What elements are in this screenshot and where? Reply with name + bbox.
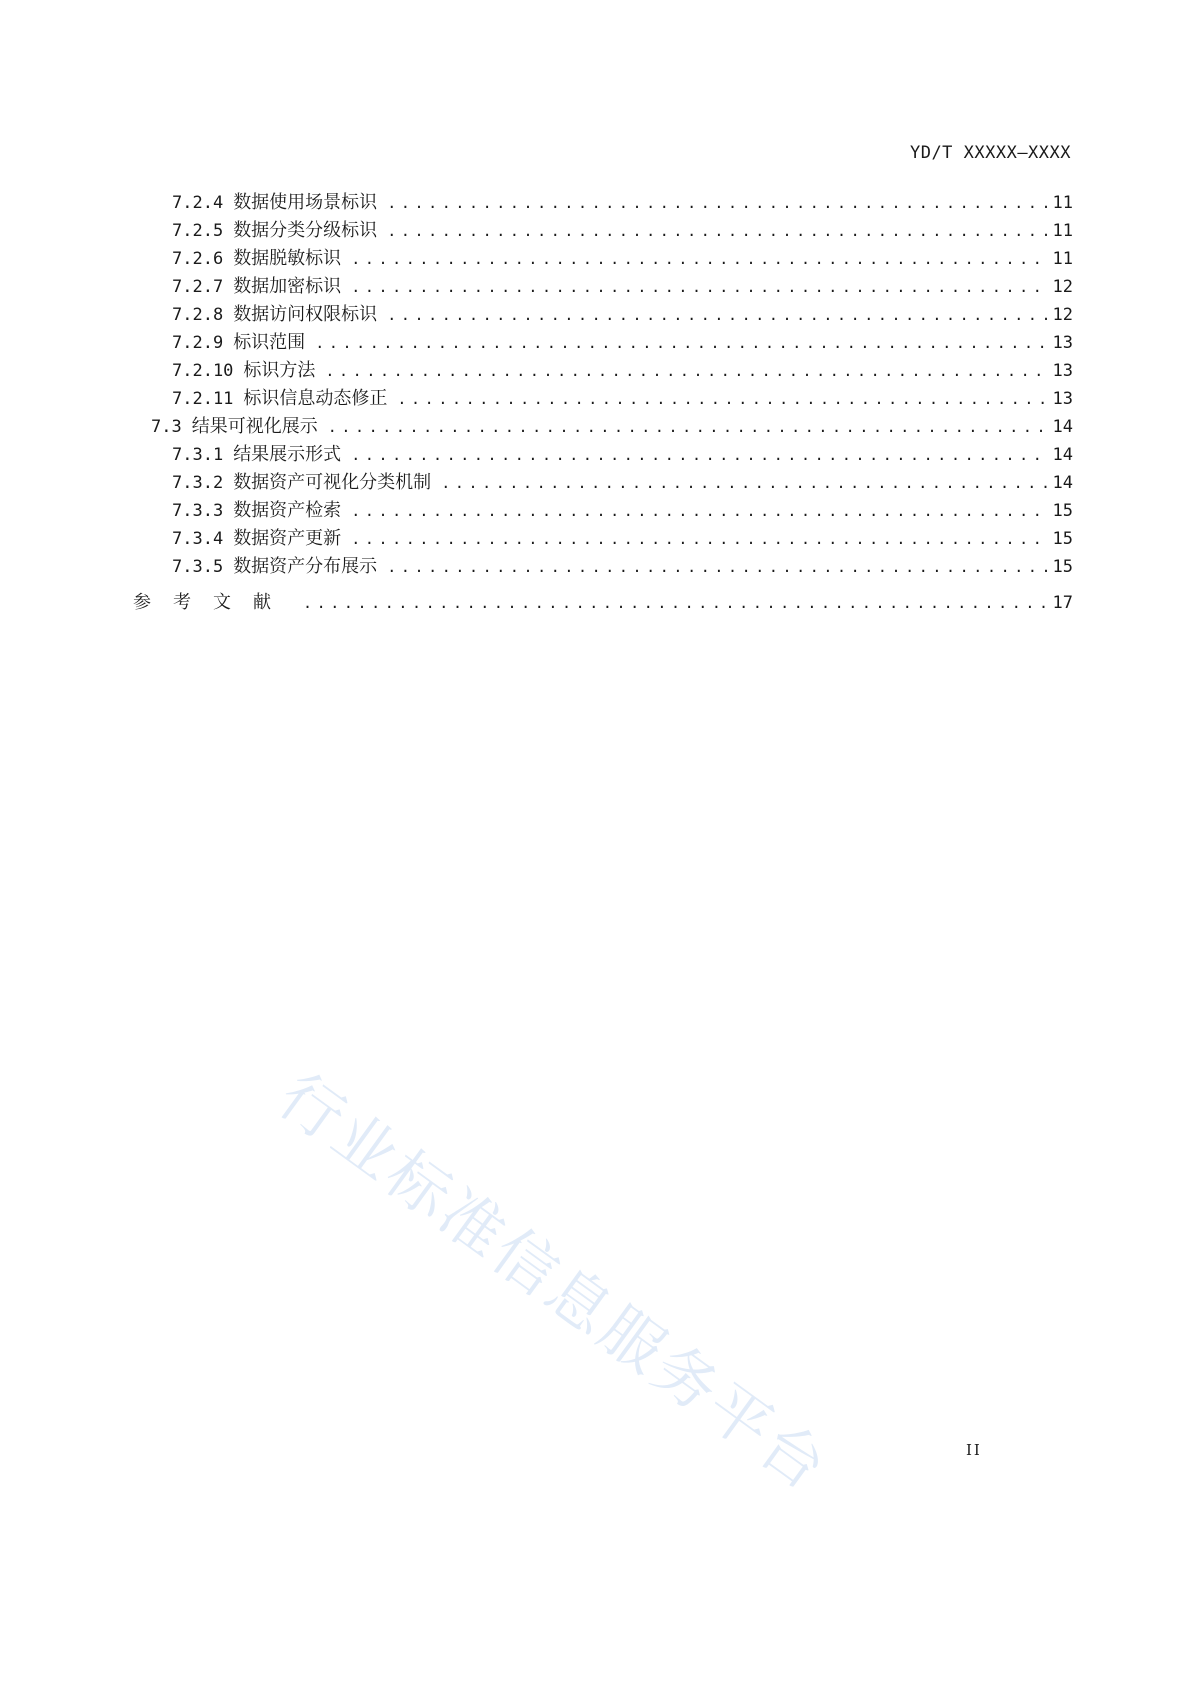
toc-leader-dots — [325, 362, 1046, 380]
toc-entry-title: 数据使用场景标识 — [233, 192, 378, 213]
toc-leader-dots — [387, 222, 1046, 240]
toc-leader-dots — [397, 390, 1046, 408]
toc-entry-title: 数据分类分级标识 — [233, 220, 378, 241]
toc-leader-dots — [441, 474, 1046, 492]
toc-entry-7-2-8[interactable] — [172, 300, 1073, 328]
toc-entry-page: 13 — [1052, 389, 1073, 409]
toc-entry-title: 参考文献 — [133, 592, 293, 613]
toc-leader-dots — [315, 334, 1046, 352]
toc-entry-7-2-5[interactable] — [172, 216, 1073, 244]
toc-entry-page: 12 — [1052, 277, 1073, 297]
toc-entry-7-2-11[interactable] — [172, 384, 1073, 412]
toc-entry-number: 7.3.4 — [172, 529, 224, 549]
toc-entry-page: 14 — [1052, 445, 1073, 465]
toc-leader-dots — [351, 250, 1046, 268]
toc-entry-number: 7.3.2 — [172, 473, 224, 493]
toc-entry-number: 7.2.11 — [172, 389, 234, 409]
toc-entry-number: 7.2.5 — [172, 221, 224, 241]
toc-entry-page: 17 — [1052, 593, 1073, 613]
toc-entry-title: 标识方法 — [243, 360, 316, 381]
toc-entry-title: 标识信息动态修正 — [243, 388, 388, 409]
toc-entry-page: 14 — [1052, 417, 1073, 437]
toc-entry-title: 结果可视化展示 — [191, 416, 318, 437]
toc-entry-title: 数据资产分布展示 — [233, 556, 378, 577]
toc-entry-page: 15 — [1052, 557, 1073, 577]
toc-entry-7-2-9[interactable] — [172, 328, 1073, 356]
toc-entry-7-3[interactable] — [151, 412, 1073, 440]
toc-entry-references[interactable] — [133, 588, 1073, 616]
toc-entry-title: 数据脱敏标识 — [233, 248, 342, 269]
toc-leader-dots — [387, 194, 1046, 212]
toc-entry-7-3-3[interactable] — [172, 496, 1073, 524]
toc-entry-7-3-2[interactable] — [172, 468, 1073, 496]
watermark: 行业标准信息服务平台 — [265, 1059, 843, 1507]
toc-entry-title: 数据加密标识 — [233, 276, 342, 297]
toc-entry-title: 数据访问权限标识 — [233, 304, 378, 325]
toc-entry-title: 数据资产可视化分类机制 — [233, 472, 432, 493]
toc-entry-page: 11 — [1052, 221, 1073, 241]
toc-entry-7-3-1[interactable] — [172, 440, 1073, 468]
toc-leader-dots — [387, 558, 1046, 576]
toc-leader-dots — [387, 306, 1046, 324]
toc-leader-dots — [328, 418, 1047, 436]
toc-entry-page: 13 — [1052, 333, 1073, 353]
toc-entry-page: 13 — [1052, 361, 1073, 381]
toc-entry-page: 11 — [1052, 249, 1073, 269]
toc-entry-7-2-6[interactable] — [172, 244, 1073, 272]
standard-code: YD/T XXXXX—XXXX — [909, 143, 1071, 163]
toc-entry-7-3-4[interactable] — [172, 524, 1073, 552]
toc-entry-page: 15 — [1052, 501, 1073, 521]
toc-leader-dots — [351, 502, 1046, 520]
toc-entry-page: 11 — [1052, 193, 1073, 213]
toc-leader-dots — [351, 446, 1046, 464]
toc-entry-title: 结果展示形式 — [233, 444, 342, 465]
toc-entry-title: 数据资产检索 — [233, 500, 342, 521]
toc-leader-dots — [351, 530, 1046, 548]
toc-entry-title: 标识范围 — [233, 332, 306, 353]
toc-entry-number: 7.3 — [151, 417, 182, 437]
toc-entry-number: 7.2.9 — [172, 333, 224, 353]
toc-entry-title: 数据资产更新 — [233, 528, 342, 549]
page-number: II — [966, 1441, 982, 1459]
toc-entry-7-3-5[interactable] — [172, 552, 1073, 580]
toc-entry-page: 14 — [1052, 473, 1073, 493]
toc-entry-number: 7.2.10 — [172, 361, 234, 381]
toc-entry-number: 7.3.5 — [172, 557, 224, 577]
toc-entry-number: 7.2.7 — [172, 277, 224, 297]
toc-entry-number: 7.3.1 — [172, 445, 224, 465]
toc-entry-number: 7.2.6 — [172, 249, 224, 269]
toc-entry-7-2-7[interactable] — [172, 272, 1073, 300]
toc-entry-7-2-4[interactable] — [172, 188, 1073, 216]
toc-entry-page: 12 — [1052, 305, 1073, 325]
toc-leader-dots — [351, 278, 1046, 296]
toc-leader-dots — [303, 594, 1047, 612]
toc-entry-page: 15 — [1052, 529, 1073, 549]
toc-entry-number: 7.2.8 — [172, 305, 224, 325]
toc-entry-number: 7.3.3 — [172, 501, 224, 521]
toc-entry-7-2-10[interactable] — [172, 356, 1073, 384]
toc-entry-number: 7.2.4 — [172, 193, 224, 213]
